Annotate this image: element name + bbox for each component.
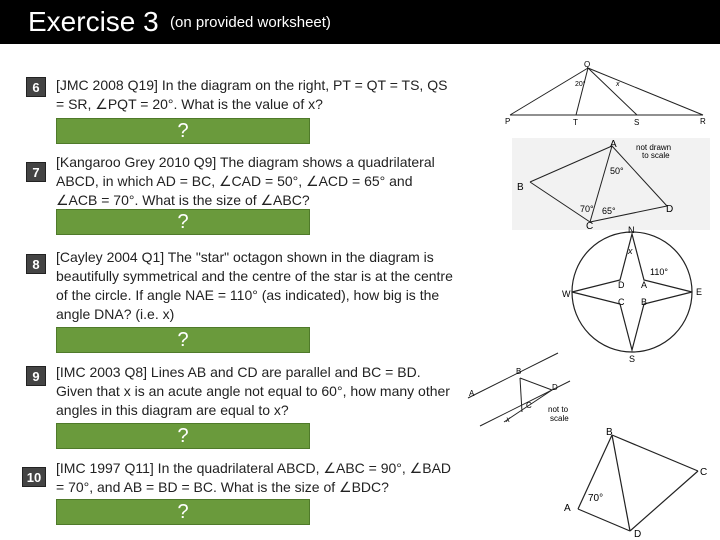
q10-label-b: B <box>606 427 613 438</box>
q9-label-c: C <box>526 401 532 410</box>
q8-label-w: W <box>562 289 571 299</box>
q6-angle-x: x <box>616 81 620 88</box>
q6-label-q: Q <box>584 60 591 69</box>
question-text-9: [IMC 2003 Q8] Lines AB and CD are parallel and BC = BD. Given that x is an acute angle not equal to 60°, how many other angles in this diagram are equal to x? <box>56 364 450 418</box>
question-number-8: 8 <box>26 254 46 274</box>
header-bar <box>0 0 720 44</box>
q7-label-c: C <box>586 221 594 230</box>
q10-label-d: D <box>634 529 642 537</box>
q9-note-line1: not to <box>548 405 569 414</box>
q8-label-b: B <box>641 297 648 307</box>
q8-angle-110: 110° <box>650 267 668 277</box>
q6-label-r: R <box>700 117 706 126</box>
answer-reveal-6[interactable]: ? <box>56 118 310 144</box>
diagram-q10 <box>556 425 714 537</box>
question-number-9: 9 <box>26 366 46 386</box>
diagram-q6 <box>500 58 715 130</box>
question-text-8: [Cayley 2004 Q1] The "star" octagon shown in the diagram is beautifully symmetrical and the centre of the star is at the centre of the circle. If angle NAE = 110° (as indicated), how big is the angle DNA? (i.e. x) <box>56 249 453 322</box>
q6-label-t: T <box>573 118 578 127</box>
q6-label-p: P <box>505 117 511 126</box>
page-title: Exercise 3 <box>28 6 159 37</box>
q6-label-s: S <box>634 118 640 127</box>
question-text-7: [Kangaroo Grey 2010 Q9] The diagram shows a quadrilateral ABCD, in which AD = BC, ∠CAD = 50°, ∠ACD = 65° and ∠ACB = 70°. What is the size of ∠ABC? <box>56 154 435 208</box>
q9-label-d: D <box>552 383 558 392</box>
diagram-q7 <box>512 138 710 230</box>
question-number-7: 7 <box>26 162 46 182</box>
question-text-6: [JMC 2008 Q19] In the diagram on the right, PT = QT = TS, QS = SR, ∠PQT = 20°. What is the value of x? <box>56 77 448 112</box>
q7-note-line2: to scale <box>642 151 670 160</box>
q6-angle-20: 20° <box>575 81 586 88</box>
q9-note-line2: scale <box>550 414 569 423</box>
q7-angle-70: 70° <box>580 204 594 214</box>
q8-angle-x: x <box>628 246 633 256</box>
question-number-6: 6 <box>26 77 46 97</box>
q7-label-b: B <box>517 182 524 193</box>
q10-label-c: C <box>700 467 708 478</box>
answer-reveal-9[interactable]: ? <box>56 423 310 449</box>
q7-angle-50: 50° <box>610 166 624 176</box>
answer-reveal-7[interactable]: ? <box>56 209 310 235</box>
q8-label-c: C <box>618 297 625 307</box>
q9-label-b: B <box>516 367 522 376</box>
q10-angle-70: 70° <box>588 493 604 504</box>
question-text-10: [IMC 1997 Q11] In the quadrilateral ABCD, ∠ABC = 90°, ∠BAD = 70°, and AB = BD = BC. What is the size of ∠BDC? <box>56 460 452 495</box>
q7-label-a: A <box>610 139 617 150</box>
q7-note-line1: not drawn <box>636 143 672 152</box>
diagram-q9 <box>466 350 576 435</box>
q8-label-d: D <box>618 280 625 290</box>
q8-label-s: S <box>629 354 636 364</box>
q8-label-n: N <box>628 225 635 235</box>
q7-label-d: D <box>666 204 674 215</box>
question-number-10: 10 <box>22 467 46 487</box>
page-subtitle: (on provided worksheet) <box>170 14 331 31</box>
q7-angle-65: 65° <box>602 206 616 216</box>
answer-reveal-8[interactable]: ? <box>56 327 310 353</box>
q10-label-a: A <box>564 503 571 514</box>
q8-label-e: E <box>696 287 703 297</box>
diagram-q8 <box>560 224 710 364</box>
q9-angle-x: x <box>506 415 510 424</box>
answer-reveal-10[interactable]: ? <box>56 499 310 525</box>
q8-label-a: A <box>641 280 648 290</box>
q9-label-a: A <box>469 389 475 398</box>
